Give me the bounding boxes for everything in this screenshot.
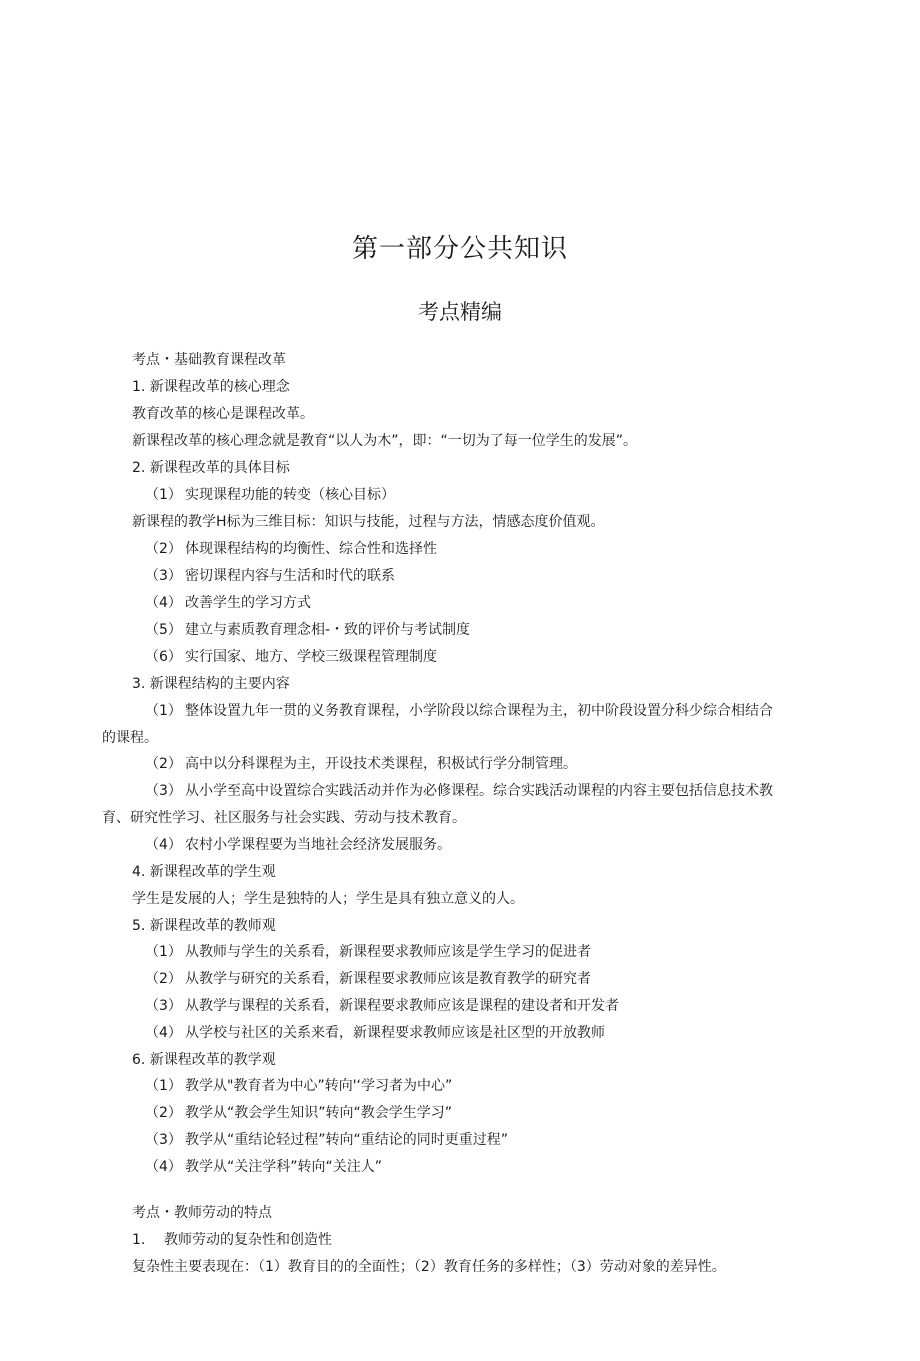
list-item bbox=[145, 567, 395, 585]
list-item bbox=[145, 594, 311, 612]
body-text: 新课程的教学H标为三维目标：知识与技能，过程与方法，情感态度价值观。 bbox=[132, 514, 605, 530]
list-item bbox=[145, 702, 773, 720]
list-number: （1） bbox=[145, 1078, 182, 1094]
list-text: 教学从“重结论轻过程”转向“重结论的同时更重过程” bbox=[185, 1132, 509, 1148]
list-text: 实行国家、地方、学校三级课程管理制度 bbox=[185, 649, 437, 665]
list-item bbox=[145, 836, 451, 854]
list-item bbox=[132, 1231, 332, 1249]
list-text: 教学从“教会学生知识”转向“教会学生学习” bbox=[185, 1105, 453, 1121]
page-subtitle: 考点精编 bbox=[418, 300, 502, 324]
list-text: 教师劳动的复杂性和创造性 bbox=[164, 1232, 332, 1248]
list-text: 从教学与研究的关系看，新课程要求教师应该是教育教学的研究者 bbox=[185, 971, 591, 987]
list-number: 1. bbox=[132, 1232, 146, 1248]
list-text: 教学从"教育者为中心”转向'‘学习者为中心” bbox=[185, 1078, 453, 1094]
list-item bbox=[145, 648, 437, 666]
list-item bbox=[145, 621, 470, 639]
list-text: 从教师与学生的关系看，新课程要求教师应该是学生学习的促进者 bbox=[185, 944, 591, 960]
list-item bbox=[145, 486, 395, 504]
list-text: 密切课程内容与生活和时代的联系 bbox=[185, 568, 395, 584]
list-number: （2） bbox=[145, 971, 182, 987]
list-text: 体现课程结构的均衡性、综合性和选择性 bbox=[185, 541, 437, 557]
list-item bbox=[145, 782, 773, 800]
list-number: （4） bbox=[145, 1025, 182, 1041]
item-heading: 5. 新课程改革的教师观 bbox=[132, 918, 276, 934]
body-text: 新课程改革的核心理念就是教育“以人为木”，即：“一切为了每一位学生的发展”。 bbox=[132, 433, 638, 449]
list-number: （5） bbox=[145, 622, 182, 638]
list-item bbox=[145, 540, 437, 558]
item-heading: 2. 新课程改革的具体目标 bbox=[132, 460, 290, 476]
list-text: 教学从“关注学科”转向“关注人” bbox=[185, 1159, 383, 1175]
list-item bbox=[145, 755, 577, 773]
item-heading: 6. 新课程改革的教学观 bbox=[132, 1052, 276, 1068]
list-item bbox=[145, 1158, 382, 1176]
list-text: 整体设置九年一贯的义务教育课程，小学阶段以综合课程为主，初中阶段设置分科少综合相结合 bbox=[185, 703, 773, 719]
body-text: 教育改革的核心是课程改革。 bbox=[132, 406, 314, 422]
list-item bbox=[145, 1077, 452, 1095]
list-number: （3） bbox=[145, 783, 182, 799]
list-number: （4） bbox=[145, 1159, 182, 1175]
list-number: （3） bbox=[145, 998, 182, 1014]
list-text: 改善学生的学习方式 bbox=[185, 595, 311, 611]
item-heading: 3. 新课程结构的主要内容 bbox=[132, 676, 290, 692]
list-item bbox=[145, 943, 591, 961]
list-number: （2） bbox=[145, 541, 182, 557]
list-text: 从小学至高中设置综合实践活动并作为必修课程。综合实践活动课程的内容主要包括信息技术教 bbox=[185, 783, 773, 799]
list-text: 从学校与社区的关系来看，新课程要求教师应该是社区型的开放教师 bbox=[185, 1025, 605, 1041]
list-number: （2） bbox=[145, 756, 182, 772]
list-number: （4） bbox=[145, 595, 182, 611]
list-number: （3） bbox=[145, 1132, 182, 1148]
section-heading: 考点・基础教育课程改革 bbox=[132, 352, 286, 368]
page-title: 第一部分公共知识 bbox=[351, 234, 568, 264]
list-item bbox=[145, 1104, 452, 1122]
list-item bbox=[145, 997, 619, 1015]
list-text: 建立与素质教育理念相-・致的评价与考试制度 bbox=[185, 622, 471, 638]
body-text: 复杂性主要表现在：（1）教育目的的全面性；（2）教育任务的多样性；（3）劳动对象的差异性。 bbox=[132, 1259, 726, 1275]
list-item bbox=[145, 1024, 605, 1042]
list-number: （2） bbox=[145, 1105, 182, 1121]
body-text-continuation: 的课程。 bbox=[102, 730, 158, 746]
list-number: （3） bbox=[145, 568, 182, 584]
section-heading: 考点・教师劳动的特点 bbox=[132, 1205, 272, 1221]
list-text: 从教学与课程的关系看，新课程要求教师应该是课程的建设者和开发者 bbox=[185, 998, 619, 1014]
list-number: （1） bbox=[145, 944, 182, 960]
item-heading: 1. 新课程改革的核心理念 bbox=[132, 379, 290, 395]
list-number: （6） bbox=[145, 649, 182, 665]
list-number: （1） bbox=[145, 703, 182, 719]
body-text: 学生是发展的人；学生是独特的人；学生是具有独立意义的人。 bbox=[132, 891, 524, 907]
list-text: 高中以分科课程为主，开设技术类课程，积极试行学分制管理。 bbox=[185, 756, 577, 772]
list-item bbox=[145, 970, 591, 988]
list-text: 农村小学课程要为当地社会经济发展服务。 bbox=[185, 837, 451, 853]
list-item bbox=[145, 1131, 508, 1149]
list-text: 实现课程功能的转变（核心目标） bbox=[185, 487, 395, 503]
body-text-continuation: 育、研究性学习、社区服务与社会实践、劳动与技术教育。 bbox=[102, 810, 466, 826]
list-number: （1） bbox=[145, 487, 182, 503]
item-heading: 4. 新课程改革的学生观 bbox=[132, 864, 276, 880]
list-number: （4） bbox=[145, 837, 182, 853]
